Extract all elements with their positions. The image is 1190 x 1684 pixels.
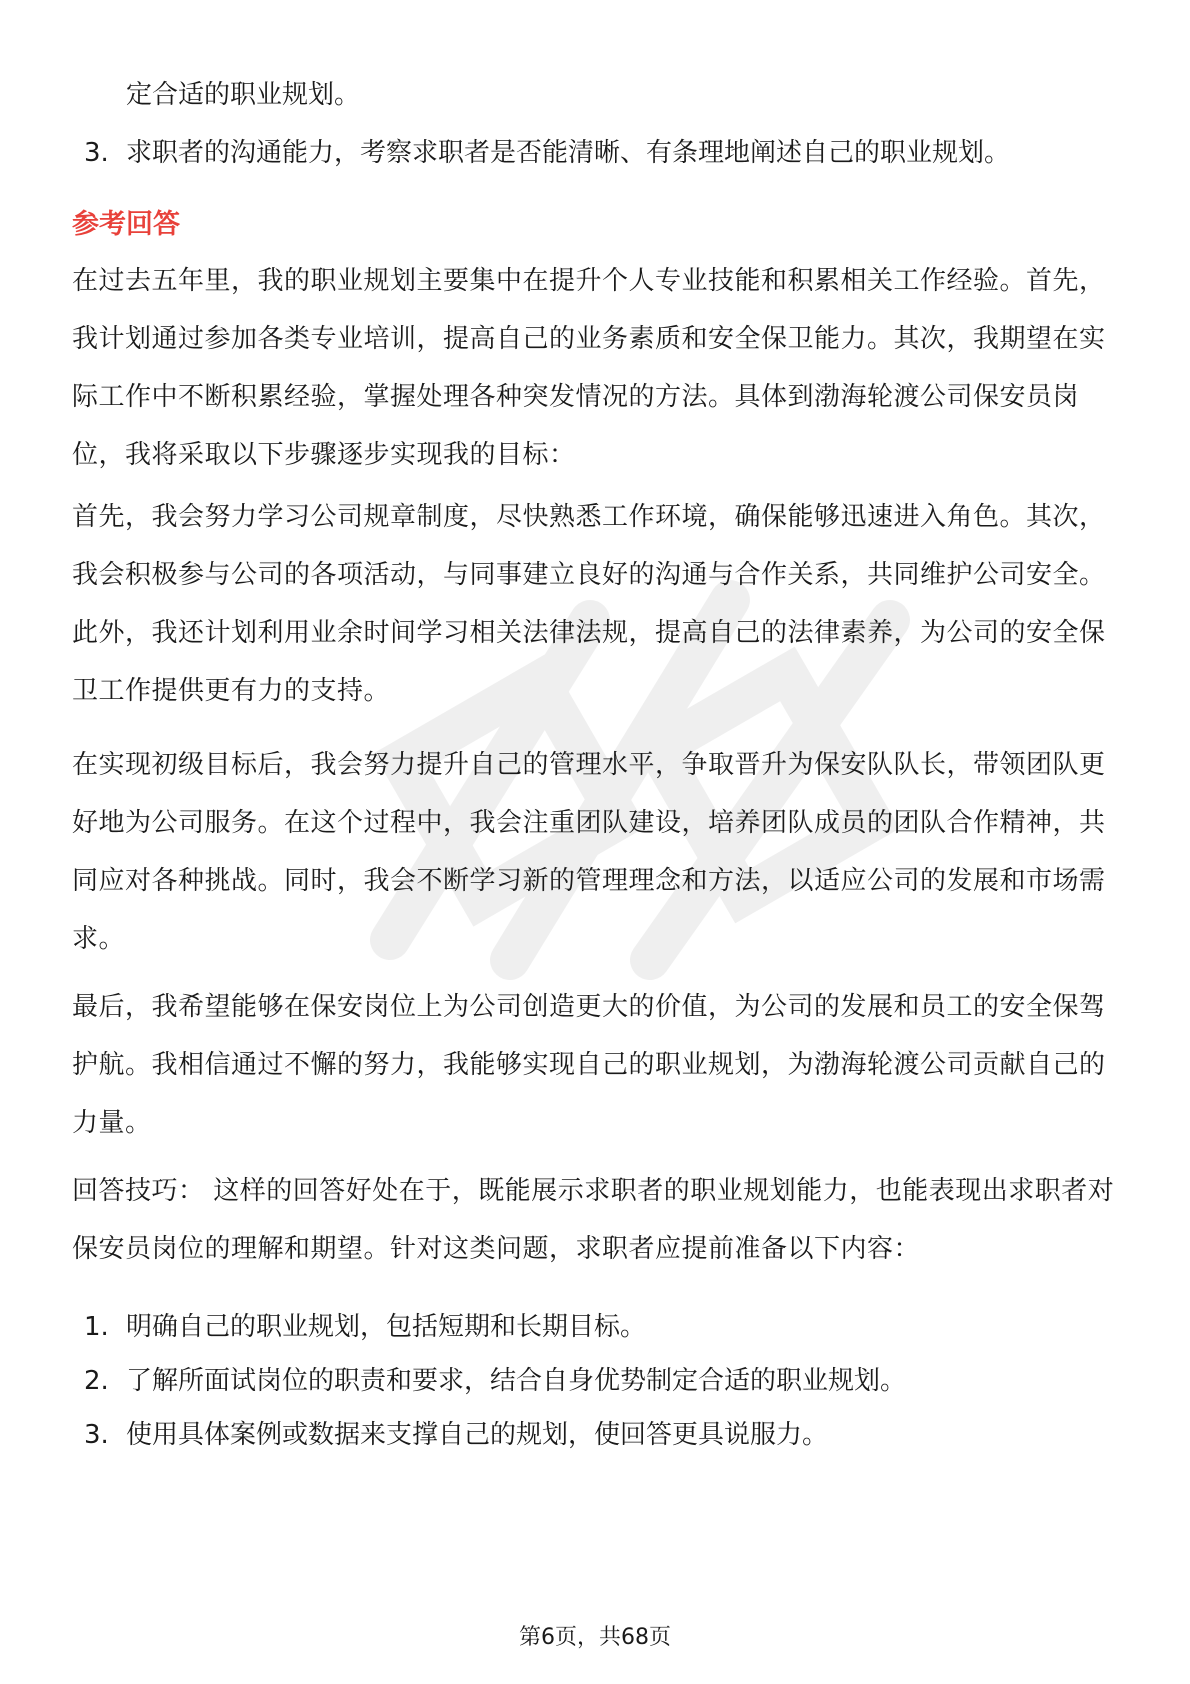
- paragraph: 首先，我会努力学习公司规章制度，尽快熟悉工作环境，确保能够迅速进入角色。其次，我会积极参与公司的各项活动，与同事建立良好的沟通与合作关系，共同维护公司安全。此外，我还计划利用业余时间学习相关法律法规，提高自己的法律素养，为公司的安全保卫工作提供更有力的支持。: [72, 502, 1106, 706]
- paragraph: 最后，我希望能够在保安岗位上为公司创造更大的价值，为公司的发展和员工的安全保驾护航。我相信通过不懈的努力，我能够实现自己的职业规划，为渤海轮渡公司贡献自己的力量。: [72, 992, 1106, 1138]
- list-number: 2.: [84, 1366, 109, 1396]
- list-text: 求职者的沟通能力，考察求职者是否能清晰、有条理地阐述自己的职业规划。: [126, 138, 1011, 168]
- list-text: 明确自己的职业规划，包括短期和长期目标。: [126, 1312, 647, 1342]
- answer-tips-paragraph: 回答技巧： 这样的回答好处在于，既能展示求职者的职业规划能力，也能表现出求职者对保安员岗位的理解和期望。针对这类问题，求职者应提前准备以下内容：: [72, 1176, 1115, 1264]
- list-text: 使用具体案例或数据来支撑自己的规划，使回答更具说服力。: [126, 1420, 829, 1450]
- paragraph: 在过去五年里，我的职业规划主要集中在提升个人专业技能和积累相关工作经验。首先，我计划通过参加各类专业培训，提高自己的业务素质和安全保卫能力。其次，我期望在实际工作中不断积累经验，掌握处理各种突发情况的方法。具体到渤海轮渡公司保安员岗位，我将采取以下步骤逐步实现我的目标：: [72, 266, 1106, 470]
- list-item: [84, 1352, 1120, 1410]
- list-number: 1.: [84, 1312, 109, 1342]
- list-item: [84, 124, 1120, 182]
- list-item-continuation: 定合适的职业规划。: [126, 80, 361, 110]
- section-title: 参考回答: [72, 209, 180, 240]
- paragraph: 在实现初级目标后，我会努力提升自己的管理水平，争取晋升为保安队队长，带领团队更好地为公司服务。在这个过程中，我会注重团队建设，培养团队成员的团队合作精神，共同应对各种挑战。同时，我会不断学习新的管理理念和方法，以适应公司的发展和市场需求。: [72, 750, 1106, 954]
- list-item: [84, 1298, 1120, 1356]
- list-number: 3.: [84, 138, 109, 168]
- list-number: 3.: [84, 1420, 109, 1450]
- list-text: 了解所面试岗位的职责和要求，结合自身优势制定合适的职业规划。: [126, 1366, 907, 1396]
- list-item: [84, 1406, 1120, 1464]
- page-footer: 第6页，共68页: [519, 1625, 671, 1650]
